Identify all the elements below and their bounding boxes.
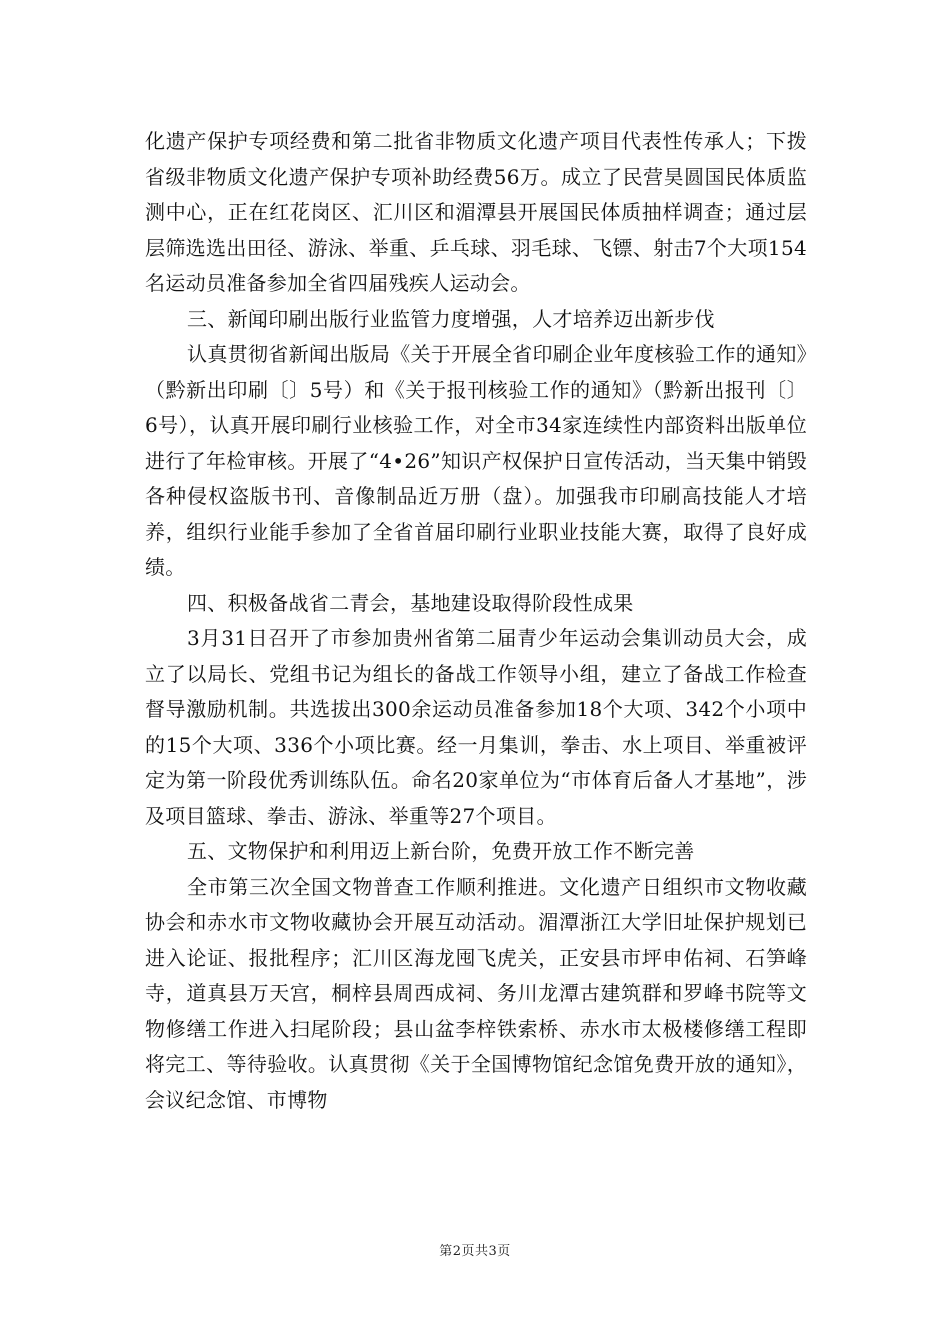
section-heading-4: 四、积极备战省二青会，基地建设取得阶段性成果	[187, 590, 634, 615]
section-heading-3: 三、新闻印刷出版行业监管力度增强，人才培养迈出新步伐	[187, 306, 715, 331]
paragraph-youth-games: 3月31日召开了市参加贵州省第二届青少年运动会集训动员大会，成立了以局长、党组书记为组长的备战工作领导小组，建立了备战工作检查督导激励机制。共选拔出300余运动员准备参加18个大项、342个小项中的15个大项、336个小项比赛。经一月集训，拳击、水上项目、举重被评定为第一阶段优秀训练队伍。命名20家单位为“市体育后备人才基地”，涉及项目篮球、拳击、游泳、举重等27个项目。	[145, 626, 807, 828]
paragraph-continuation: 化遗产保护专项经费和第二批省非物质文化遗产项目代表性传承人；下拨省级非物质文化遗产保护专项补助经费56万。成立了民营昊圆国民体质监测中心，正在红花岗区、汇川区和湄潭县开展国民体质抽样调查；通过层层筛选选出田径、游泳、举重、乒乓球、羽毛球、飞镖、射击7个大项154名运动员准备参加全省四届残疾人运动会。	[145, 129, 807, 295]
page-number: 第2页共3页	[439, 1244, 511, 1259]
paragraph-cultural-relics: 全市第三次全国文物普查工作顺利推进。文化遗产日组织市文物收藏协会和赤水市文物收藏协会开展互动活动。湄潭浙江大学旧址保护规划已进入论证、报批程序；汇川区海龙囤飞虎关，正安县市坪申佑祠、石笋峰寺，道真县万天宫，桐梓县周西成祠、务川龙潭古建筑群和罗峰书院等文物修缮工作进入扫尾阶段；县山盆李梓铁索桥、赤水市太极楼修缮工程即将完工、等待验收。认真贯彻《关于全国博物馆纪念馆免费开放的通知》，会议纪念馆、市博物	[145, 874, 807, 1112]
section-heading-5: 五、文物保护和利用迈上新台阶，免费开放工作不断完善	[187, 839, 695, 863]
paragraph-press-publishing: 认真贯彻省新闻出版局《关于开展全省印刷企业年度核验工作的通知》（黔新出印刷〔〕5号）和《关于报刊核验工作的通知》（黔新出报刊〔〕6号），认真开展印刷行业核验工作，对全市34家连续性内部资料出版单位进行了年检审核。开展了“4•26”知识产权保护日宣传活动，当天集中销毁各种侵权盗版书刊、音像制品近万册（盘）。加强我市印刷高技能人才培养，组织行业能手参加了全省首届印刷行业职业技能大赛，取得了良好成绩。	[145, 342, 807, 579]
page-footer	[0, 1240, 950, 1259]
document-body	[145, 124, 807, 1118]
